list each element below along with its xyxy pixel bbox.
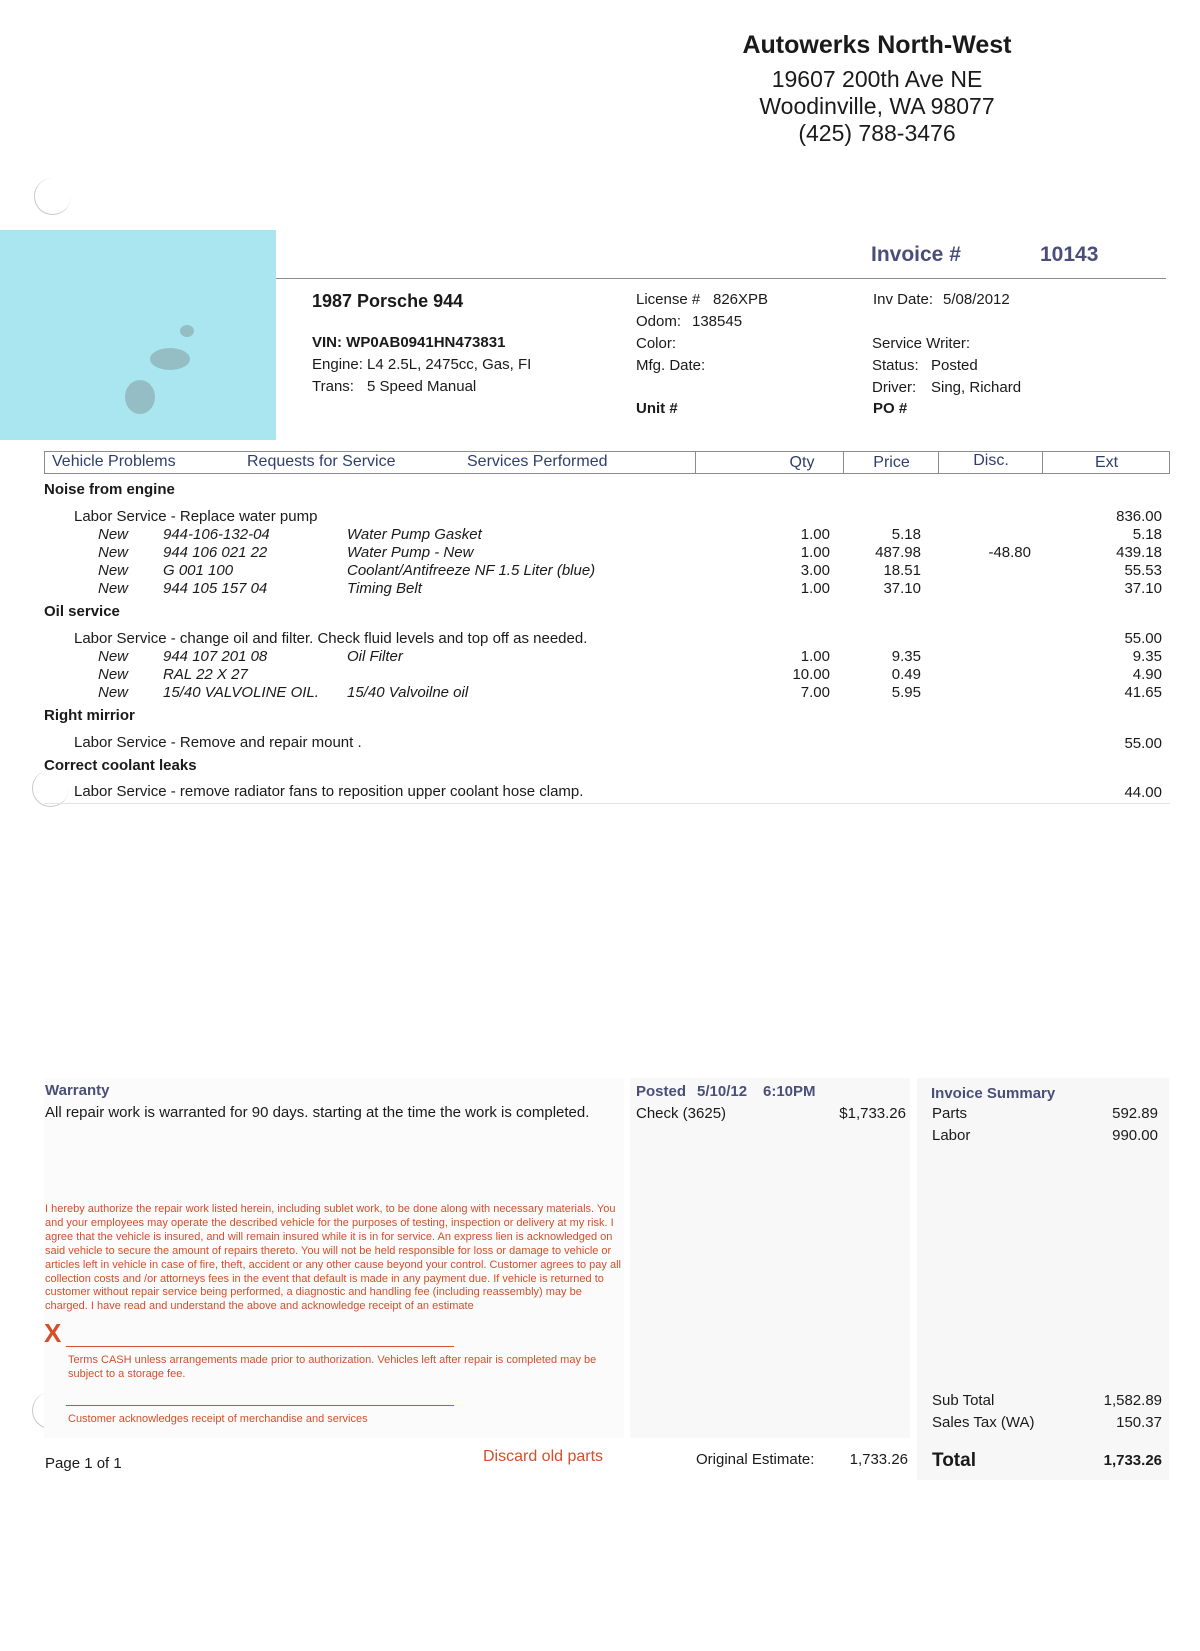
odom-value: 138545 bbox=[692, 313, 743, 330]
posted-time: 6:10PM bbox=[763, 1083, 816, 1100]
warranty-text: All repair work is warranted for 90 days. starting at the time the work is completed. bbox=[45, 1104, 590, 1121]
part-qty: 1.00 bbox=[800, 648, 830, 665]
part-number: 944 105 157 04 bbox=[163, 580, 268, 597]
license-value: 826XPB bbox=[713, 291, 769, 308]
part-condition: New bbox=[98, 666, 129, 683]
discard-old-parts: Discard old parts bbox=[483, 1448, 604, 1465]
inv-date-label: Inv Date: bbox=[873, 291, 934, 308]
part-ext: 41.65 bbox=[1124, 684, 1162, 701]
total-value: 1,733.26 bbox=[1103, 1452, 1162, 1469]
shop-address-line1: 19607 200th Ave NE bbox=[771, 66, 983, 92]
posted-label: Posted bbox=[636, 1083, 687, 1100]
page-number: Page 1 of 1 bbox=[45, 1455, 122, 1472]
labor-ext: 55.00 bbox=[1124, 630, 1162, 647]
receipt-signature-line bbox=[66, 1405, 454, 1406]
original-estimate-value: 1,733.26 bbox=[849, 1451, 908, 1468]
part-qty: 1.00 bbox=[800, 544, 830, 561]
column-divider bbox=[1042, 451, 1043, 474]
vehicle-trans-label: Trans: bbox=[312, 378, 354, 395]
part-discount: -48.80 bbox=[988, 544, 1031, 561]
part-ext: 5.18 bbox=[1132, 526, 1162, 543]
invoice-number: 10143 bbox=[1040, 243, 1099, 266]
problem-title: Correct coolant leaks bbox=[44, 757, 197, 774]
col-services-performed: Services Performed bbox=[467, 453, 608, 470]
part-description: Water Pump - New bbox=[347, 544, 474, 561]
col-qty: Qty bbox=[789, 454, 815, 471]
part-price: 9.35 bbox=[891, 648, 921, 665]
service-writer-label: Service Writer: bbox=[872, 335, 971, 352]
part-number: 944 107 201 08 bbox=[163, 648, 268, 665]
problem-title: Noise from engine bbox=[44, 481, 175, 498]
column-divider bbox=[695, 451, 696, 474]
status-value: Posted bbox=[931, 357, 978, 374]
labor-ext: 44.00 bbox=[1124, 784, 1162, 801]
binder-hole-top bbox=[34, 178, 71, 215]
original-estimate-label: Original Estimate: bbox=[696, 1451, 815, 1468]
shop-address-line2: Woodinville, WA 98077 bbox=[759, 93, 995, 119]
invoice-label: Invoice # bbox=[871, 243, 961, 266]
summary-title: Invoice Summary bbox=[931, 1085, 1056, 1102]
posted-date: 5/10/12 bbox=[697, 1083, 748, 1100]
sales-tax-value: 150.37 bbox=[1116, 1414, 1162, 1431]
part-condition: New bbox=[98, 648, 129, 665]
driver-value: Sing, Richard bbox=[931, 379, 1022, 396]
inv-date-value: 5/08/2012 bbox=[943, 291, 1010, 308]
driver-label: Driver: bbox=[872, 379, 917, 396]
summary-parts-value: 592.89 bbox=[1112, 1105, 1158, 1122]
part-qty: 7.00 bbox=[800, 684, 830, 701]
col-vehicle-problems: Vehicle Problems bbox=[52, 453, 176, 470]
part-number: G 001 100 bbox=[163, 562, 234, 579]
part-price: 5.18 bbox=[891, 526, 921, 543]
col-price: Price bbox=[873, 454, 910, 471]
color-label: Color: bbox=[636, 335, 677, 352]
column-divider bbox=[1169, 451, 1170, 474]
part-price: 0.49 bbox=[891, 666, 921, 683]
subtotal-value: 1,582.89 bbox=[1103, 1392, 1162, 1409]
sticky-smudge bbox=[150, 348, 190, 370]
total-label: Total bbox=[932, 1450, 976, 1471]
items-end-rule bbox=[44, 803, 1170, 804]
col-disc: Disc. bbox=[973, 452, 1009, 469]
storage-terms: Terms CASH unless arrangements made prior to authorization. Vehicles left after repair is completed may be subject to a storage fee. bbox=[68, 1354, 597, 1380]
labor-line: Labor Service - Replace water pump bbox=[74, 508, 318, 525]
part-ext: 9.35 bbox=[1132, 648, 1162, 665]
warranty-title: Warranty bbox=[45, 1082, 110, 1099]
part-number: 944 106 021 22 bbox=[163, 544, 268, 561]
mfg-date-label: Mfg. Date: bbox=[636, 357, 706, 374]
summary-labor-value: 990.00 bbox=[1112, 1127, 1158, 1144]
part-price: 5.95 bbox=[891, 684, 921, 701]
part-condition: New bbox=[98, 526, 129, 543]
part-description: Coolant/Antifreeze NF 1.5 Liter (blue) bbox=[347, 562, 596, 579]
labor-line: Labor Service - change oil and filter. Check fluid levels and top off as needed. bbox=[74, 630, 588, 647]
vehicle-trans: 5 Speed Manual bbox=[367, 378, 477, 395]
part-description: 15/40 Valvoilne oil bbox=[347, 684, 469, 701]
receipt-acknowledgement: Customer acknowledges receipt of merchandise and services bbox=[68, 1413, 368, 1425]
authorization-text: I hereby authorize the repair work listed herein, including sublet work, to be done along with necessary materials. You and your employees may operate the described vehicle for the purposes of testing, inspection or delivery at my risk. I agree that the vehicle is insured, and will remain insured while it is in for service. An express lien is acknowledged on said vehicle to secure the amount of repairs thereto. You will not be held responsible for loss or damage to vehicle or articles left in vehicle in case of fire, theft, accident or any other cause beyond your control. Customer agrees to pay all collection costs and /or attorneys fees in the event that default is made in any payment due. If vehicle is returned to customer without repair service being performed, a diagnostic and handling fee (including reassembly) may be charged. I have read and understand the above and acknowledge receipt of an estimate bbox=[45, 1203, 621, 1313]
license-label: License # bbox=[636, 291, 701, 308]
part-description: Water Pump Gasket bbox=[347, 526, 482, 543]
signature-x-mark: X bbox=[44, 1318, 62, 1348]
part-description: Oil Filter bbox=[347, 648, 403, 665]
part-qty: 1.00 bbox=[800, 526, 830, 543]
signature-line bbox=[66, 1346, 454, 1347]
binder-hole-middle bbox=[32, 770, 69, 807]
sales-tax-label: Sales Tax (WA) bbox=[932, 1414, 1035, 1431]
labor-ext: 836.00 bbox=[1116, 508, 1162, 525]
problem-title: Right mirrior bbox=[44, 707, 135, 724]
vehicle-vin: VIN: WP0AB0941HN473831 bbox=[312, 334, 506, 351]
sticky-smudge bbox=[125, 380, 155, 414]
payment-amount: $1,733.26 bbox=[839, 1105, 906, 1122]
part-ext: 439.18 bbox=[1116, 544, 1162, 561]
unit-label: Unit # bbox=[636, 400, 678, 417]
shop-phone: (425) 788-3476 bbox=[798, 120, 956, 146]
vehicle-engine: Engine: L4 2.5L, 2475cc, Gas, FI bbox=[312, 356, 532, 373]
payment-method: Check (3625) bbox=[636, 1105, 727, 1122]
problem-title: Oil service bbox=[44, 603, 120, 620]
part-number: RAL 22 X 27 bbox=[163, 666, 248, 683]
part-price: 37.10 bbox=[883, 580, 921, 597]
vehicle-title: 1987 Porsche 944 bbox=[312, 291, 464, 311]
part-qty: 10.00 bbox=[792, 666, 830, 683]
status-label: Status: bbox=[872, 357, 919, 374]
part-condition: New bbox=[98, 580, 129, 597]
part-condition: New bbox=[98, 684, 129, 701]
labor-line: Labor Service - Remove and repair mount . bbox=[74, 734, 362, 751]
part-ext: 37.10 bbox=[1124, 580, 1162, 597]
part-number: 944-106-132-04 bbox=[163, 526, 270, 543]
part-ext: 55.53 bbox=[1124, 562, 1162, 579]
part-description: Timing Belt bbox=[347, 580, 422, 597]
labor-ext: 55.00 bbox=[1124, 735, 1162, 752]
part-number: 15/40 VALVOLINE OIL. bbox=[163, 684, 319, 701]
part-condition: New bbox=[98, 544, 129, 561]
header-rule bbox=[276, 278, 1166, 279]
odom-label: Odom: bbox=[636, 313, 682, 330]
part-price: 18.51 bbox=[883, 562, 921, 579]
column-divider bbox=[938, 451, 939, 474]
part-qty: 3.00 bbox=[800, 562, 830, 579]
sticky-note bbox=[0, 230, 276, 440]
summary-parts-label: Parts bbox=[932, 1105, 968, 1122]
col-requests-for-service: Requests for Service bbox=[247, 453, 396, 470]
sticky-smudge bbox=[180, 325, 194, 337]
summary-labor-label: Labor bbox=[932, 1127, 971, 1144]
subtotal-label: Sub Total bbox=[932, 1392, 995, 1409]
part-qty: 1.00 bbox=[800, 580, 830, 597]
shop-name: Autowerks North-West bbox=[742, 31, 1012, 59]
col-ext: Ext bbox=[1094, 454, 1119, 471]
part-condition: New bbox=[98, 562, 129, 579]
part-price: 487.98 bbox=[875, 544, 921, 561]
column-divider bbox=[44, 451, 45, 474]
payment-panel bbox=[630, 1078, 910, 1438]
labor-line: Labor Service - remove radiator fans to reposition upper coolant hose clamp. bbox=[74, 783, 584, 800]
part-ext: 4.90 bbox=[1132, 666, 1162, 683]
po-label: PO # bbox=[873, 400, 908, 417]
